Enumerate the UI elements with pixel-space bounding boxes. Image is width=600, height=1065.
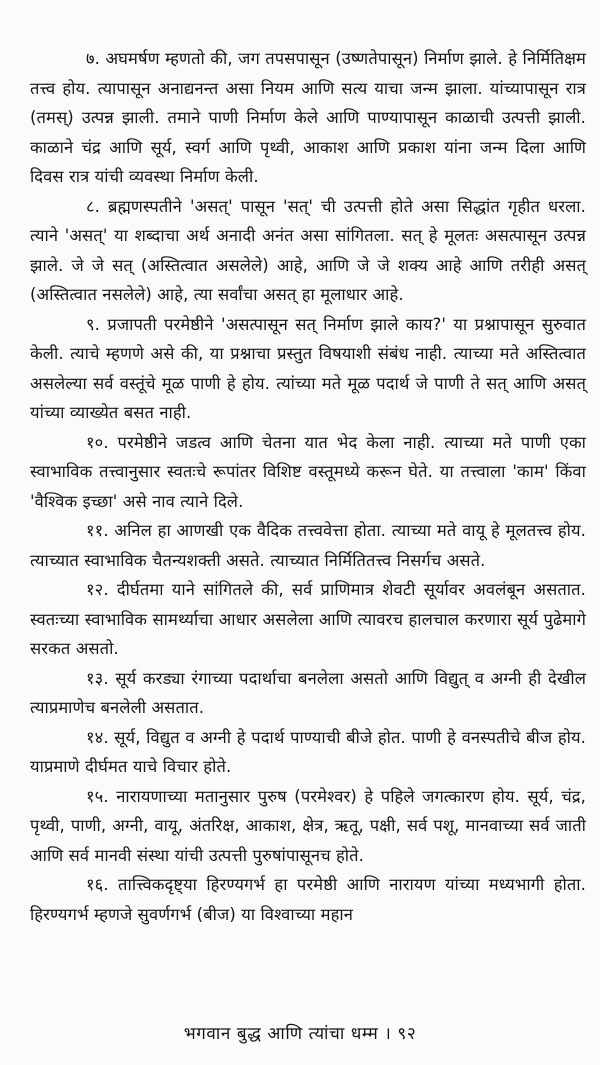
- paragraph-16: १६. तात्त्विकदृष्ट्या हिरण्यगर्भ हा परमेष्ठी आणि नारायण यांच्या मध्यभागी होता. हिरण्यगर्भ म्हणजे सुवर्णगर्भ (बीज) या विश्वाच्या महान: [30, 875, 586, 924]
- paragraph-8: ८. ब्रह्मणस्पतीने 'असत्' पासून 'सत्' ची उत्पत्ती होते असा सिद्धांत गृहीत धरला. त्याने 'असत्' या शब्दाचा अर्थ अनादी अनंत असा सांगितला. सत् हे मूलतः असत्पासून उत्पन्न झाले. जे जे सत् (अस्तित्वात असलेले) आहे, आणि जे जे शक्य आहे आणि तरीही असत् (अस्तित्वात नसलेले) आहे, त्या सर्वांचा असत् हा मूलाधार आहे.: [30, 196, 586, 304]
- paragraph-15: १५. नारायणाच्या मतानुसार पुरुष (परमेश्वर) हे पहिले जगत्कारण होय. सूर्य, चंद्र, पृथ्वी, पाणी, अग्नी, वायू, अंतरिक्ष, आकाश, क्षेत्र, ऋतू, पक्षी, सर्व पशू, मानवाच्या सर्व जाती आणि सर्व मानवी संस्था यांची उत्पत्ती पुरुषांपासूनच होते.: [30, 786, 586, 865]
- paragraph-11: ११. अनिल हा आणखी एक वैदिक तत्त्ववेत्ता होता. त्याच्या मते वायू हे मूलतत्त्व होय. त्याच्यात स्वाभाविक चैतन्यशक्ती असते. त्याच्यात निर्मितितत्त्व निसर्गच असते.: [30, 521, 586, 570]
- paragraph-10: १०. परमेष्ठीने जडत्व आणि चेतना यात भेद केला नाही. त्याच्या मते पाणी एका स्वाभाविक तत्त्वानुसार स्वतःचे रूपांतर विशिष्ट वस्तूमध्ये करून घेते. या तत्त्वाला 'काम' किंवा 'वैश्विक इच्छा' असे नाव त्याने दिले.: [30, 432, 586, 511]
- paragraph-14: १४. सूर्य, विद्युत व अग्नी हे पदार्थ पाण्याची बीजे होत. पाणी हे वनस्पतीचे बीज होय. याप्रमाणे दीर्घमत याचे विचार होते.: [30, 727, 586, 776]
- page-footer: भगवान बुद्ध आणि त्यांचा धम्म । ९२: [183, 1024, 417, 1044]
- paragraph-9: ९. प्रजापती परमेष्ठीने 'असत्पासून सत् निर्माण झाले काय?' या प्रश्नापासून सुरुवात केली. त्याचे म्हणणे असे की, या प्रश्नाचा प्रस्तुत विषयाशी संबंध नाही. त्याच्या मते अस्तित्वात असलेल्या सर्व वस्तूंचे मूळ पाणी हे होय. त्यांच्या मते मूळ पदार्थ जे पाणी ते सत् आणि असत् यांच्या व्याख्येत बसत नाही.: [30, 314, 586, 422]
- paragraph-7: ७. अघमर्षण म्हणतो की, जग तपसपासून (उष्णतेपासून) निर्माण झाले. हे निर्मितिक्षम तत्त्व होय. त्यापासून अनाद्यनन्त असा नियम आणि सत्य याचा जन्म झाला. यांच्यापासून रात्र (तमस्) उत्पन्न झाली. तमाने पाणी निर्माण केले आणि पाण्यापासून काळाची उत्पत्ती झाली. काळाने चंद्र आणि सूर्य, स्वर्ग आणि पृथ्वी, आकाश आणि प्रकाश यांना जन्म दिला आणि दिवस रात्र यांची व्यवस्था निर्माण केली.: [30, 49, 586, 186]
- paragraph-13: १३. सूर्य करड्या रंगाच्या पदार्थाचा बनलेला असतो आणि विद्युत् व अग्नी ही देखील त्याप्रमाणेच बनलेली असतात.: [30, 668, 586, 717]
- page-body: [30, 44, 586, 929]
- paragraph-12: १२. दीर्घतमा याने सांगितले की, सर्व प्राणिमात्र शेवटी सूर्यावर अवलंबून असतात. स्वतःच्या स्वाभाविक सामर्थ्याचा आधार असलेला आणि त्यावरच हालचाल करणारा सूर्य पुढेमागे सरकत असतो.: [30, 580, 586, 658]
